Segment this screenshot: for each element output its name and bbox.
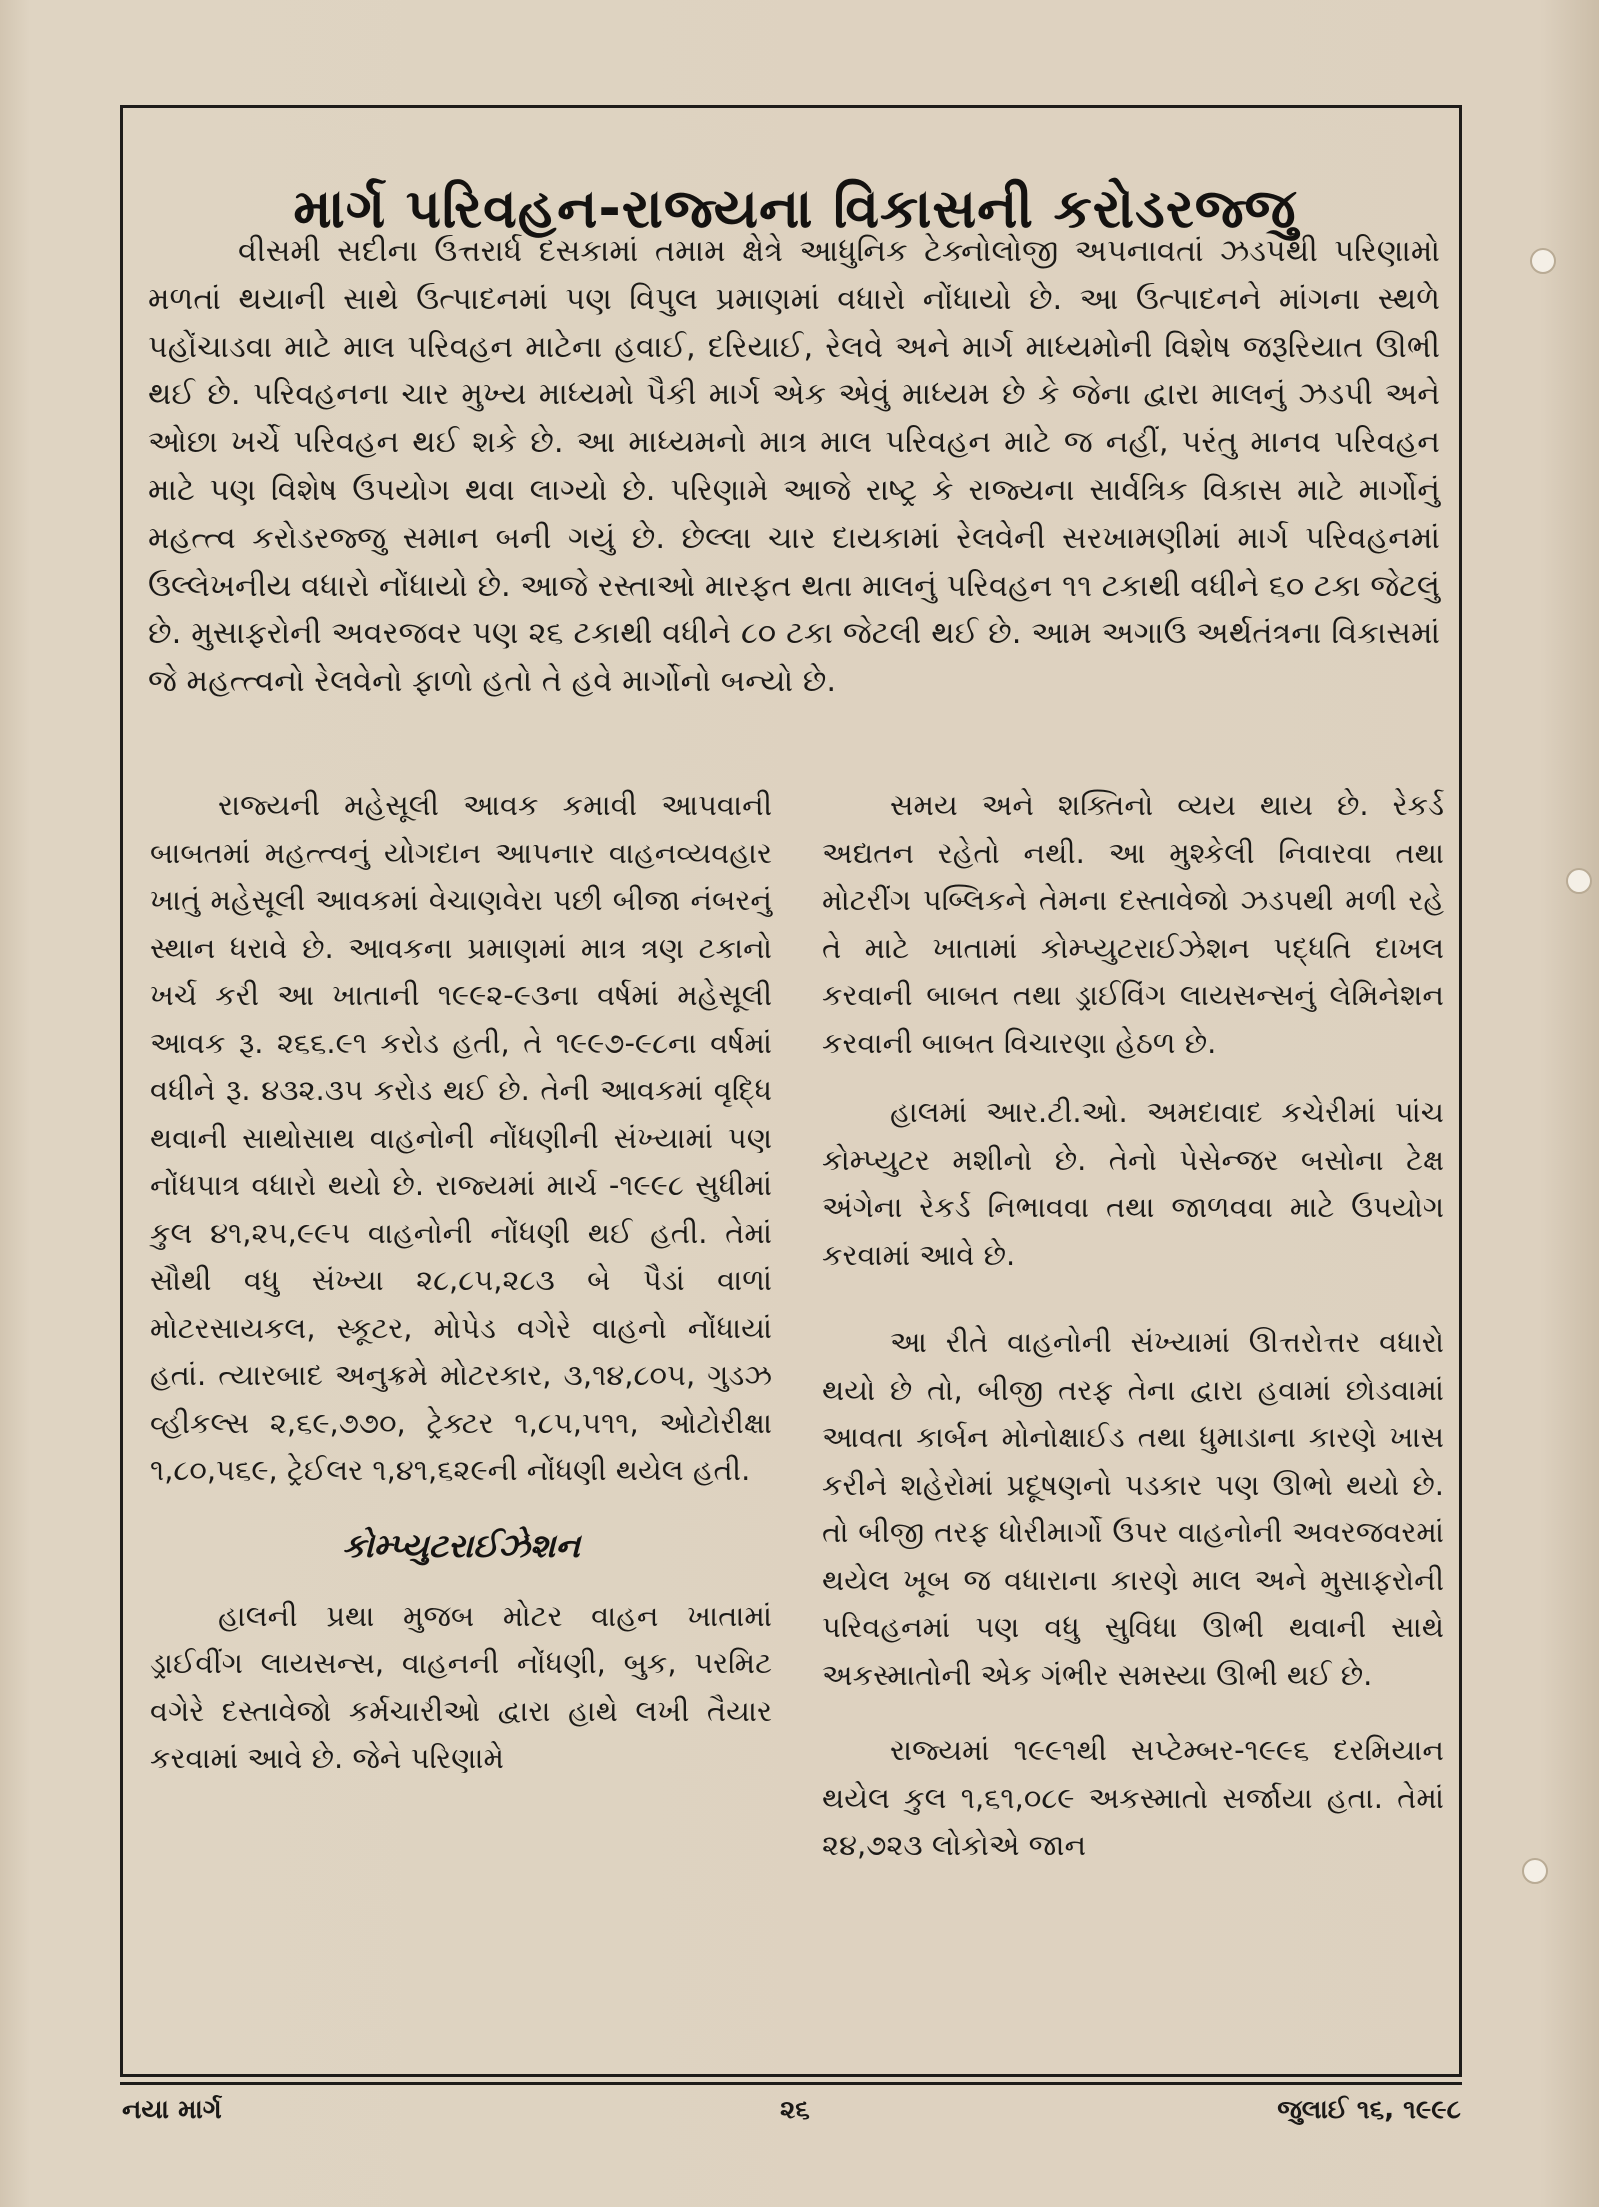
- spacer: [150, 1495, 772, 1521]
- footer-divider: [120, 2082, 1462, 2085]
- binding-hole: [1566, 868, 1592, 894]
- left-paragraph: હાલની પ્રથા મુજબ મોટર વાહન ખાતામાં ડ્રાઈવીંગ લાયસન્સ, વાહનની નોંધણી, બુક, પરમિટ વગેરે દસ્તાવેજો કર્મચારીઓ દ્વારા હાથે લખી તૈયાર કરવામાં આવે છે. જેને પરિણામે: [150, 1598, 773, 1775]
- issue-date: જુલાઈ ૧૬, ૧૯૯૮: [1277, 2095, 1461, 2125]
- section-heading: કોમ્પ્યુટરાઈઝેશન: [342, 1525, 580, 1565]
- right-paragraph: આ રીતે વાહનોની સંખ્યામાં ઊત્તરોત્તર વધારો થયો છે તો, બીજી તરફ તેના દ્વારા હવામાં છોડવામાં આવતા કાર્બન મોનોક્ષાઈડ તથા ધુમાડાના કારણે ખાસ કરીને શહેરોમાં પ્રદૂષણનો પડકાર પણ ઊભો થયો છે. તો બીજી તરફ ધોરીમાર્ગો ઉપર વાહનોની અવરજવરમાં થયેલ ખૂબ જ વધારાના કારણે માલ અને મુસાફરોની પરિવહનમાં પણ વધુ સુવિધા ઊભી થવાની સાથે અકસ્માતોની એક ગંભીર સમસ્યા ઊભી થઈ છે.: [822, 1325, 1444, 1692]
- binding-hole: [1522, 1858, 1548, 1884]
- article-intro: વીસમી સદીના ઉત્તરાર્ધ દસકામાં તમામ ક્ષેત્રે આધુનિક ટેક્નોલોજી અપનાવતાં ઝડપથી પરિણામો મળતાં થયાની સાથે ઉત્પાદનમાં પણ વિપુલ પ્રમાણમાં વધારો નોંધાયો છે. આ ઉત્પાદનને માંગના સ્થળે પહોંચાડવા માટે માલ પરિવહન માટેના હવાઈ, દરિયાઈ, રેલવે અને માર્ગ માધ્યમોની વિશેષ જરૂરિયાત ઊભી થઈ છે. પરિવહનના ચાર મુખ્ય માધ્યમો પૈકી માર્ગ એક એવું માધ્યમ છે કે જેના દ્વારા માલનું ઝડપી અને ઓછા ખર્ચે પરિવહન થઈ શકે છે. આ માધ્યમનો માત્ર માલ પરિવહન માટે જ નહીં, પરંતુ માનવ પરિવહન માટે પણ વિશેષ ઉપયોગ થવા લાગ્યો છે. પરિણામે આજે રાષ્ટ્ર કે રાજ્યના સાર્વત્રિક વિકાસ માટે માર્ગોનું મહત્ત્વ કરોડરજ્જુ સમાન બની ગયું છે. છેલ્લા ચાર દાયકામાં રેલવેની સરખામણીમાં માર્ગ પરિવહનમાં ઉલ્લેખનીય વધારો નોંધાયો છે. આજે રસ્તાઓ મારફત થતા માલનું પરિવહન ૧૧ ટકાથી વધીને ૬૦ ટકા જેટલું છે. મુસાફરોની અવરજવર પણ ૨૬ ટકાથી વધીને ૮૦ ટકા જેટલી થઈ છે. આમ અગાઉ અર્થતંત્રના વિકાસમાં જે મહત્ત્વનો રેલવેનો ફાળો હતો તે હવે માર્ગોનો બન્યો છે.: [148, 234, 1440, 700]
- publication-name: નયા માર્ગ: [122, 2095, 222, 2125]
- left-column: [150, 782, 772, 1811]
- right-paragraph: રાજ્યમાં ૧૯૯૧થી સપ્ટેમ્બર-૧૯૯૬ દરમિયાન થયેલ કુલ ૧,૬૧,૦૮૯ અકસ્માતો સર્જાયા હતા. તેમાં ૨૪,૭૨૩ લોકોએ જાન: [822, 1733, 1444, 1862]
- page-number: ૨૬: [780, 2095, 810, 2125]
- right-paragraph: હાલમાં આર.ટી.ઓ. અમદાવાદ કચેરીમાં પાંચ કોમ્પ્યુટર મશીનો છે. તેનો પેસેન્જર બસોના ટેક્ષ અંગેના રેકર્ડ નિભાવવા તથા જાળવવા માટે ઉપયોગ કરવામાં આવે છે.: [822, 1095, 1444, 1272]
- right-column: [822, 782, 1444, 1870]
- left-paragraph: રાજ્યની મહેસૂલી આવક કમાવી આપવાની બાબતમાં મહત્ત્વનું યોગદાન આપનાર વાહનવ્યવહાર ખાતું મહેસૂલી આવકમાં વેચાણવેરા પછી બીજા નંબરનું સ્થાન ધરાવે છે. આવકના પ્રમાણમાં માત્ર ત્રણ ટકાનો ખર્ચ કરી આ ખાતાની ૧૯૯૨-૯૩ના વર્ષમાં મહેસૂલી આવક રૂ. ૨૬૬.૯૧ કરોડ હતી, તે ૧૯૯૭-૯૮ના વર્ષમાં વધીને રૂ. ૪૩૨.૩૫ કરોડ થઈ છે. તેની આવકમાં વૃદ્ધિ થવાની સાથોસાથ વાહનોની નોંધણીની સંખ્યામાં પણ નોંધપાત્ર વધારો થયો છે. રાજ્યમાં માર્ચ -૧૯૯૮ સુધીમાં કુલ ૪૧,૨૫,૯૯૫ વાહનોની નોંધણી થઈ હતી. તેમાં સૌથી વધુ સંખ્યા ૨૮,૮૫,૨૮૩ બે પૈડાં વાળાં મોટરસાયકલ, સ્કૂટર, મોપેડ વગેરે વાહનો નોંધાયાં હતાં. ત્યારબાદ અનુક્રમે મોટરકાર, ૩,૧૪,૮૦૫, ગુડઝ વ્હીકલ્સ ૨,૬૯,૭૭૦, ટ્રેક્ટર ૧,૮૫,૫૧૧, ઓટોરીક્ષા ૧,૮૦,૫૬૯, ટ્રેઈલર ૧,૪૧,૬૨૯ની નોંધણી થયેલ હતી.: [150, 788, 772, 1487]
- right-paragraph: સમય અને શક્તિનો વ્યય થાય છે. રેકર્ડ અદ્યતન રહેતો નથી. આ મુશ્કેલી નિવારવા તથા મોટરીંગ પબ્લિકને તેમના દસ્તાવેજો ઝડપથી મળી રહે તે માટે ખાતામાં કોમ્પ્યુટરાઈઝેશન પદ્ધતિ દાખલ કરવાની બાબત તથા ડ્રાઈવિંગ લાયસન્સનું લેમિનેશન કરવાની બાબત વિચારણા હેઠળ છે.: [822, 788, 1444, 1060]
- binding-hole: [1530, 248, 1556, 274]
- article-title: માર્ગ પરિવહન-રાજ્યના વિકાસની કરોડરજ્જુ: [293, 177, 1297, 241]
